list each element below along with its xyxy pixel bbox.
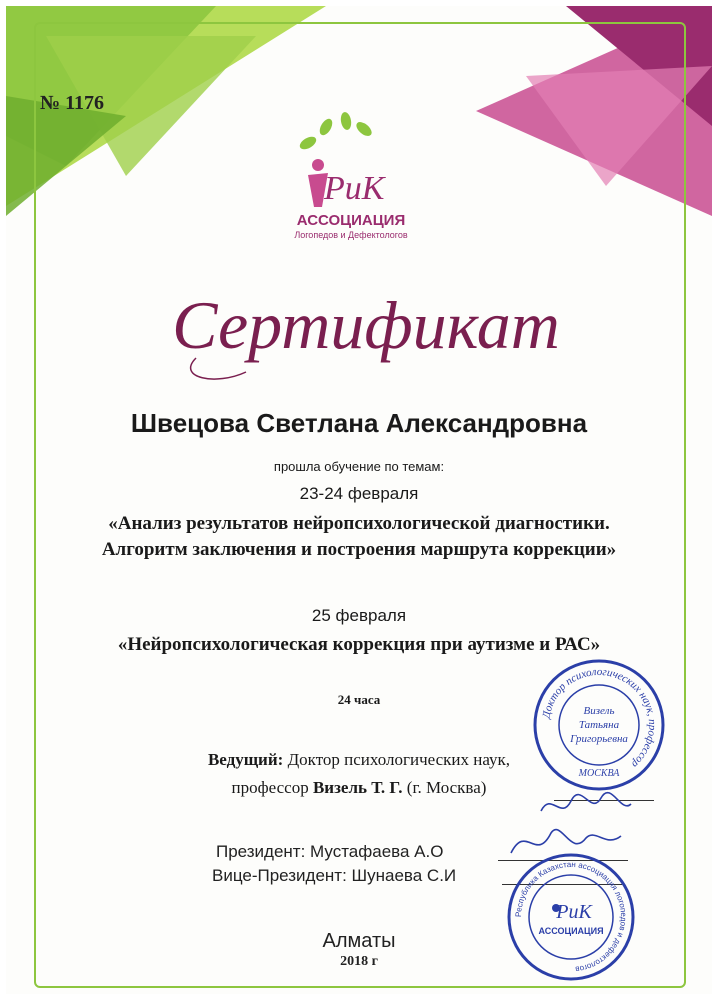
topic-2: «Нейропсихологическая коррекция при аутизме и РАС»: [117, 634, 601, 655]
figure-head-icon: [312, 159, 324, 171]
leader-city: (г. Москва): [406, 778, 487, 797]
recipient-name: Швецова Светлана Александровна: [130, 408, 588, 438]
intro-text: прошла обучение по темам:: [273, 459, 445, 474]
certificate-number: № 1176: [40, 92, 104, 114]
leader-title: профессор: [231, 778, 309, 797]
seal1-line-2: Татьяна: [578, 719, 620, 731]
seal1-bottom: МОСКВА: [578, 768, 620, 779]
hours: 24 часа: [337, 692, 381, 707]
leader-name: Визель Т. Г.: [312, 778, 403, 797]
vice-president: Вице-Президент: Шунаева С.И: [212, 866, 457, 885]
seal1-line-3: Григорьевна: [570, 733, 628, 745]
title-text: Сертификат: [172, 287, 560, 363]
professor-seal: [532, 658, 666, 792]
president: Президент: Мустафаева А.О: [216, 842, 444, 861]
topic-1: «Анализ результатов нейропсихологической диагностики. Алгоритм заключения и построения маршрута коррекции»: [101, 513, 617, 560]
leaf-icon: [298, 134, 319, 152]
city: Алматы: [322, 930, 396, 952]
leaf-icon: [340, 111, 353, 130]
association-name: АССОЦИАЦИЯ: [296, 212, 406, 229]
association-subtitle: Логопедов и Дефектологов: [294, 230, 408, 240]
leaf-icon: [317, 117, 335, 138]
seal2-sub-text: АССОЦИАЦИЯ: [538, 926, 604, 936]
seal1-line-1: Визель: [583, 705, 615, 717]
seal2-logo-text: РиК: [556, 901, 592, 923]
leader-label: Ведущий:: [207, 750, 284, 769]
logo-text: РиК: [324, 170, 385, 207]
certificate-page: [6, 6, 712, 994]
date-2: 25 февраля: [311, 606, 407, 625]
year: 2018 г: [340, 954, 378, 969]
leaf-icon: [354, 119, 374, 138]
seal2-ring-text: Республика Казахстан ассоциация логопедов и дефектологов: [513, 859, 629, 974]
date-1: 23-24 февраля: [299, 484, 419, 503]
certificate-title: [156, 268, 576, 398]
leader-degree: Доктор психологических наук,: [287, 750, 511, 769]
seal1-ring-text: Доктор психологических наук, профессор: [540, 665, 659, 771]
